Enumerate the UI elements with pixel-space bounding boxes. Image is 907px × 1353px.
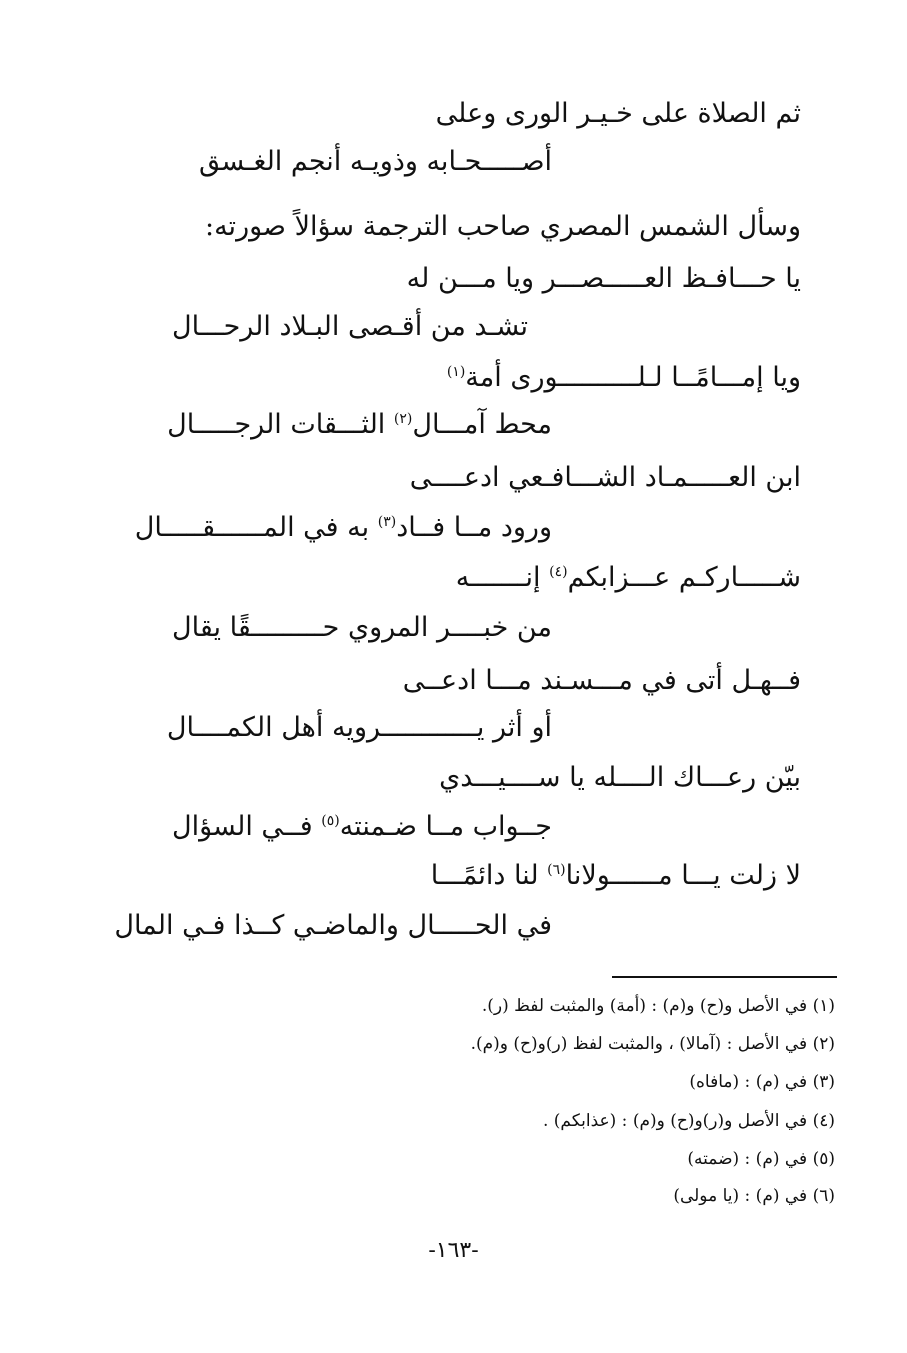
footnote-ref: (٥) (321, 813, 340, 829)
footnote-ref: (٤) (549, 564, 568, 580)
poem-text: جــواب مــا ضـمنته (339, 811, 552, 842)
footnote-ref: (٦) (547, 862, 566, 878)
poem-text: فــهـل أتى في مـــسـند مـــا ادعــى (402, 665, 801, 696)
poem-text: محط آمـــال (412, 409, 552, 440)
footnote-4: (٤) في الأصل و(ر)و(ح) و(م) : (عذابكم) . (542, 1111, 835, 1131)
poem-text: بيّن رعـــاك الــــله يا ســــيـــدي (439, 762, 801, 793)
poem-line-3 (421, 358, 801, 398)
verse-line-2 (199, 142, 552, 182)
poem-text: من خبــــر المروي حـــــــــقًا يقال (172, 612, 552, 643)
poem-line-2 (172, 307, 552, 347)
poem-text-cont: الثـــقات الرجـــــال (167, 409, 394, 440)
poem-text: في الحـــــال والماضـي كــذا فـي المال (114, 910, 552, 941)
poem-text-cont: لنا دائمًـــا (430, 860, 548, 891)
footnote-3: (٣) في (م) : (مافاه) (689, 1072, 835, 1092)
poem-line-6 (134, 508, 552, 548)
footnote-1: (١) في الأصل و(ح) و(م) : (أمة) والمثبت لفظ (ر). (481, 996, 835, 1016)
poem-text: تشـد من أقـصى البـلاد الرحـــال (172, 311, 529, 342)
verse-line-1 (436, 94, 801, 134)
footnote-2: (٢) في الأصل : (آمالا) ، والمثبت لفظ (ر)و(ح) و(م). (470, 1034, 835, 1054)
poem-text-cont: فــي السؤال (171, 811, 322, 842)
page-number: -١٦٣- (428, 1238, 479, 1263)
poem-line-11 (421, 758, 801, 798)
poem-text: ابن العـــــمـاد الشـــافـعي ادعــــى (409, 462, 801, 493)
poem-line-13 (421, 856, 801, 896)
poem-text-cont: به في المــــــقـــــال (134, 512, 378, 543)
footnote-6: (٦) في (م) : (يا مولى) (673, 1186, 835, 1206)
poem-text: أو أثر يــــــــــــرويه أهل الكمــــال (166, 712, 552, 743)
poem-text: لا زلت يـــا مــــــولانا (565, 860, 801, 891)
footnote-ref: (٣) (377, 514, 397, 530)
footnote-5: (٥) في (م) : (ضمته) (687, 1149, 835, 1169)
poem-line-7 (421, 558, 801, 598)
footnote-rule (612, 976, 837, 978)
poem-line-12 (172, 807, 552, 847)
intro-paragraph: وسأل الشمس المصري صاحب الترجمة سؤالاً صورته: (204, 211, 801, 242)
poem-line-8 (172, 608, 552, 648)
footnote-ref: (١) (446, 364, 466, 380)
poem-line-5 (409, 458, 801, 498)
poem-text: يا حـــافـظ العـــــصـــر ويا مـــن له (406, 263, 801, 294)
poem-text: ويا إمـــامًــا لـلــــــــــورى أمة (465, 362, 801, 393)
poem-line-10 (166, 708, 552, 748)
poem-text-cont: إنـــــــه (455, 562, 550, 593)
verse-text: ثم الصلاة على خـيـر الورى وعلى (435, 98, 801, 129)
poem-line-9 (402, 661, 801, 701)
poem-line-1 (406, 259, 801, 299)
poem-line-14 (114, 906, 552, 946)
poem-text: شـــــاركـم عـــزابكم (567, 562, 801, 593)
poem-line-4 (167, 405, 552, 445)
footnote-ref: (٢) (393, 411, 413, 427)
poem-text: ورود مــا فــاد (396, 512, 552, 543)
verse-text: أصـــــحـابه وذويـه أنجم الغـسق (199, 146, 552, 177)
